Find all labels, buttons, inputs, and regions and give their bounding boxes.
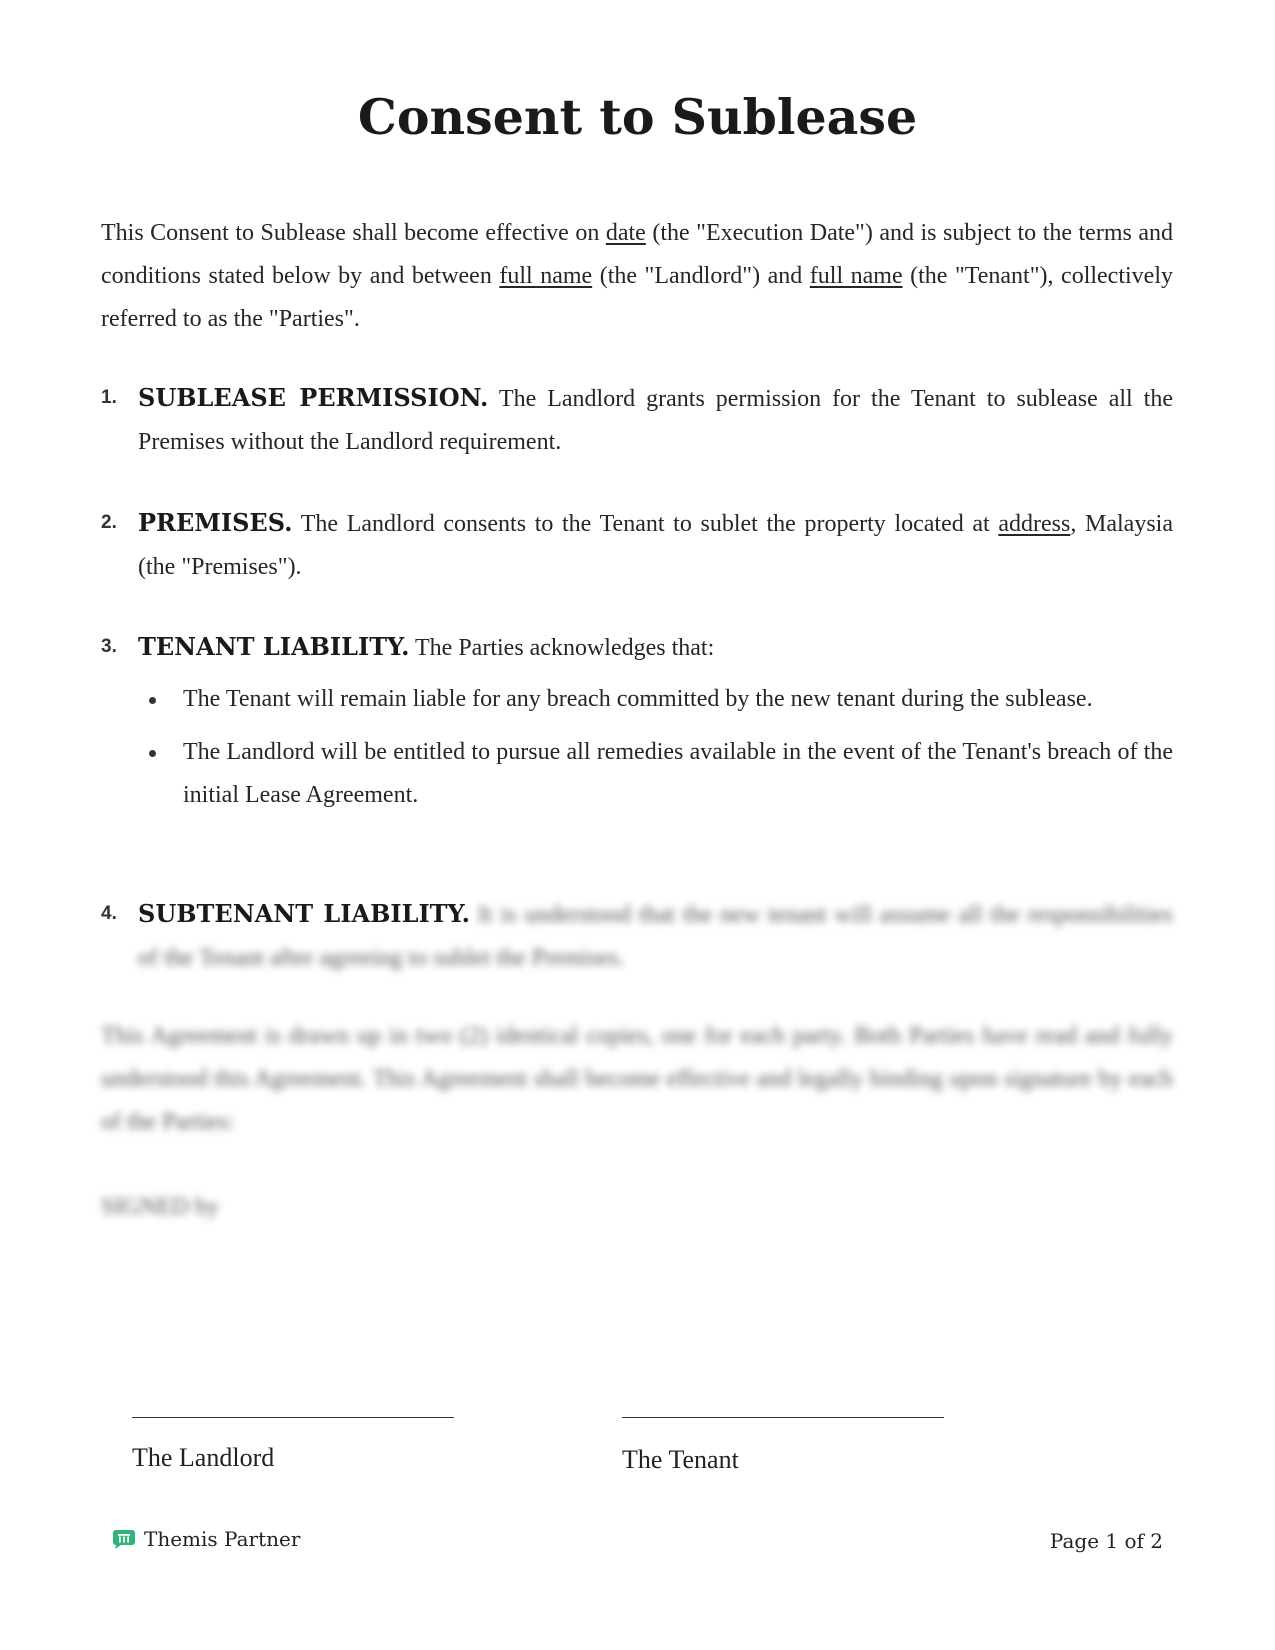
signed-by-blurred: SIGNED by <box>101 1194 219 1220</box>
landlord-signature-label: The Landlord <box>132 1443 275 1472</box>
clause-number: 4. <box>101 903 117 924</box>
clause-heading: SUBLEASE PERMISSION. <box>138 383 489 412</box>
intro-text-4: (the "Tenant"), collectively referred to as the "Parties". <box>101 263 1173 332</box>
liability-bullet-list <box>101 678 1173 817</box>
list-item <box>183 731 1173 817</box>
themis-logo-icon <box>112 1528 136 1550</box>
list-item <box>183 678 1173 721</box>
clause-text: The Landlord grants permission for the Tenant to sublease all the Premises without the Landlord requirement. <box>138 386 1173 455</box>
clause-text: The Parties acknowledges that: <box>409 635 715 661</box>
intro-text-1: This Consent to Sublease shall become effective on <box>101 220 606 246</box>
landlord-signature-line[interactable] <box>132 1417 454 1418</box>
intro-text-3: (the "Landlord") and <box>592 263 810 289</box>
clause-heading: SUBTENANT LIABILITY. <box>138 899 470 928</box>
address-field[interactable]: address <box>998 511 1071 537</box>
footer-brand <box>112 1527 300 1551</box>
clause-sublease-permission <box>101 376 1173 464</box>
intro-text-2: (the "Execution Date") and is subject to the terms and conditions stated below by and between <box>101 220 1173 289</box>
clause-number: 3. <box>101 636 117 657</box>
tenant-signature-label: The Tenant <box>622 1445 739 1474</box>
intro-paragraph <box>101 212 1173 341</box>
bullet-icon <box>149 750 156 757</box>
bullet-text: The Landlord will be entitled to pursue all remedies available in the event of the Tenant's breach of the initial Lease Agreement. <box>183 739 1173 808</box>
tenant-signature-line[interactable] <box>622 1417 944 1418</box>
tenant-name-field[interactable]: full name <box>809 263 903 289</box>
clause-text-after: , Malaysia (the "Premises"). <box>138 511 1173 580</box>
clause-text-blurred: It is understood that the new tenant will assume all the responsibilities of the Tenant after agreeing to sublet the Premises. <box>138 902 1174 971</box>
execution-date-field[interactable]: date <box>605 220 646 246</box>
footer-brand-name: Themis Partner <box>144 1527 301 1551</box>
clause-text: The Landlord consents to the Tenant to sublet the property located at <box>292 511 999 537</box>
clause-subtenant-liability <box>101 892 1173 980</box>
bullet-text: The Tenant will remain liable for any breach committed by the new tenant during the sublease. <box>183 686 1093 712</box>
landlord-name-field[interactable]: full name <box>499 263 593 289</box>
clause-tenant-liability <box>101 625 1173 827</box>
page-number: Page 1 of 2 <box>1049 1529 1163 1553</box>
bullet-icon <box>149 697 156 704</box>
clause-premises <box>101 501 1173 589</box>
closing-paragraph-blurred: This Agreement is drawn up in two (2) identical copies, one for each party. Both Parties have read and fully understood this Agreement. This Agreement shall become effective and legally binding upon signature by each of the Parties: <box>101 1023 1173 1135</box>
clause-heading: TENANT LIABILITY. <box>138 632 410 661</box>
clause-heading: PREMISES. <box>138 508 293 537</box>
document-title: Consent to Sublease <box>357 88 918 146</box>
clause-number: 2. <box>101 512 117 533</box>
clause-number: 1. <box>101 387 117 408</box>
